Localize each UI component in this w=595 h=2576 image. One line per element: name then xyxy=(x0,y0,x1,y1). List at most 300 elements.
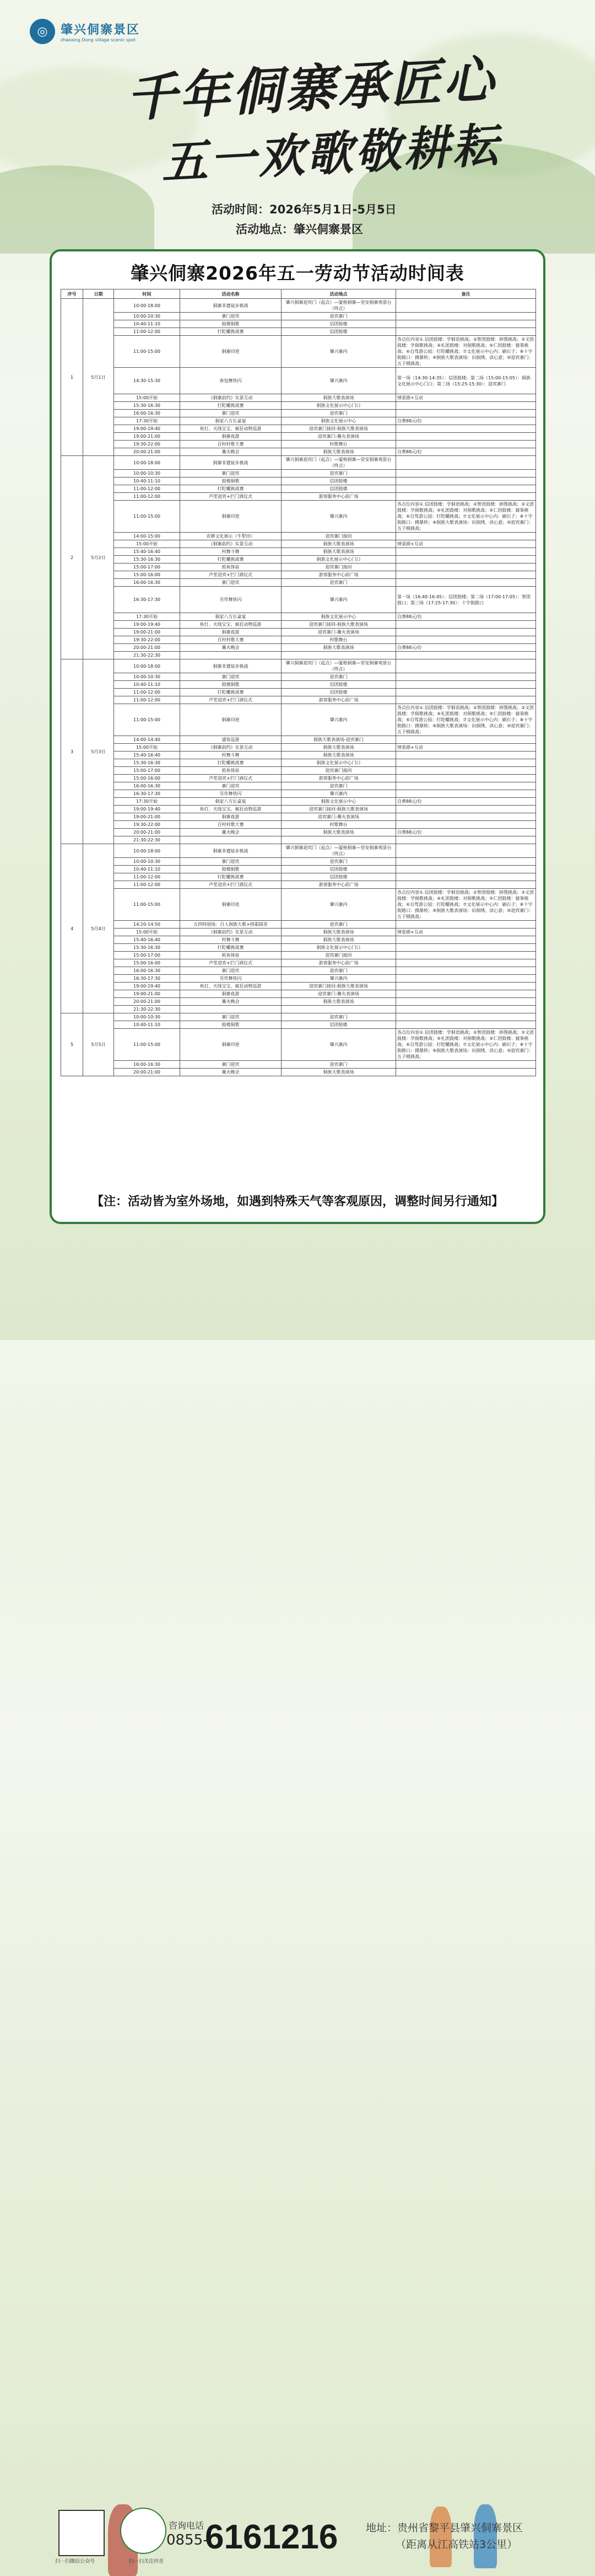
time-cell: 15:30-16:30 xyxy=(114,402,180,410)
time-cell: 16:00-16:30 xyxy=(114,579,180,587)
table-row xyxy=(61,1013,536,1021)
location-cell: 侗族大歌表演场 xyxy=(282,448,396,456)
table-row xyxy=(61,775,536,782)
table-row xyxy=(61,587,536,613)
activity-cell: 侗寨非遗徒步挑战 xyxy=(180,456,282,470)
activity-cell: 侗寨印迹 xyxy=(180,336,282,368)
location-cell: 村歌舞台 xyxy=(282,441,396,448)
note-cell: 自费88元/位 xyxy=(396,417,536,425)
location-cell: 侗族大歌表演场 xyxy=(282,744,396,752)
row-number: 1 xyxy=(61,299,83,456)
activity-cell: 篝火晚会 xyxy=(180,448,282,456)
time-cell: 11:00-15:00 xyxy=(114,1029,180,1061)
table-row xyxy=(61,952,536,959)
time-cell: 10:00-10:30 xyxy=(114,673,180,681)
note-cell: 各点位内容①.信团鼓楼：学侗语挑战；②智团鼓楼：拼图挑战；③义团鼓楼：学侗歌挑战；④礼团鼓楼：对侗歌挑战；⑤仁团鼓楼：猜拳挑战；⑥自驾游公园：打陀螺挑战；⑦文化展示中心内：刷石子；⑧十字街路口：摸鼎转；⑨侗族大歌表演场：识侗绣、读心意；⑩迎宾寨门：五子棋挑战； xyxy=(396,1029,536,1061)
address-line-2: （距离从江高铁站3公里） xyxy=(396,2539,518,2551)
time-cell: 11:00-15:00 xyxy=(114,501,180,533)
time-cell: 15:00开始 xyxy=(114,744,180,752)
activity-cell: 农耕文化展示（牛犁田） xyxy=(180,533,282,540)
table-row xyxy=(61,983,536,990)
time-cell: 20:00-21:00 xyxy=(114,644,180,652)
time-cell: 10:40-11:10 xyxy=(114,866,180,873)
note-cell: 自费88元/位 xyxy=(396,644,536,652)
column-header: 时间 xyxy=(114,289,180,299)
time-cell: 15:00-17:00 xyxy=(114,952,180,959)
location-cell: 肇兴寨内 xyxy=(282,889,396,921)
schedule-body xyxy=(61,299,536,1076)
logo-subtitle: zhaoxing Dong village scenic spot xyxy=(61,37,136,42)
time-cell: 15:00开始 xyxy=(114,929,180,936)
note-cell xyxy=(396,441,536,448)
location-cell: 侗族大歌表演场 xyxy=(282,644,396,652)
activity-cell: 侗寨夜游 xyxy=(180,433,282,441)
note-cell xyxy=(396,858,536,866)
activity-cell xyxy=(180,836,282,844)
table-row xyxy=(61,959,536,967)
location-cell: 游客服务中心前广场 xyxy=(282,881,396,889)
table-row xyxy=(61,571,536,579)
activity-cell: 盛装巡游 xyxy=(180,736,282,744)
time-cell: 16:00-16:30 xyxy=(114,410,180,417)
location-cell: 侗族大歌表演场 xyxy=(282,998,396,1006)
note-cell xyxy=(396,775,536,782)
location-cell: 肇兴侗寨迎宾门（起点）—厦格侗寨—堂安侗寨观景台（终点） xyxy=(282,299,396,313)
table-row xyxy=(61,659,536,673)
logo-title: 肇兴侗寨景区 xyxy=(61,23,140,37)
location-cell: 肇兴寨内 xyxy=(282,790,396,798)
wechat-qr-code xyxy=(58,2510,105,2556)
location-cell: 迎宾寨门 xyxy=(282,782,396,790)
location-cell: 肇兴寨内 xyxy=(282,1029,396,1061)
table-row xyxy=(61,921,536,929)
note-cell xyxy=(396,636,536,644)
activity-cell: 寨门迎宾 xyxy=(180,313,282,320)
note-cell xyxy=(396,836,536,844)
activity-cell: 篝火晚会 xyxy=(180,829,282,836)
time-cell: 10:00-10:30 xyxy=(114,858,180,866)
note-cell xyxy=(396,477,536,485)
activity-cell: 鱼灯、天线宝宝、疯狂动物巡游 xyxy=(180,425,282,433)
activity-cell: 村舞斗舞 xyxy=(180,752,282,759)
note-cell: 自费88元/位 xyxy=(396,829,536,836)
time-cell: 10:40-11:10 xyxy=(114,1021,180,1029)
table-row xyxy=(61,821,536,829)
note-cell: 各点位内容①.信团鼓楼：学侗语挑战；②智团鼓楼：拼图挑战；③义团鼓楼：学侗歌挑战；④礼团鼓楼：对侗歌挑战；⑤仁团鼓楼：猜拳挑战；⑥自驾游公园：打陀螺挑战；⑦文化展示中心内：刷石子；⑧十字街路口：摸鼎转；⑨侗族大歌表演场：识侗绣、读心意；⑩迎宾寨门：五子棋挑战； xyxy=(396,336,536,368)
activity-cell: 芦笙迎宾+拦门酒仪式 xyxy=(180,959,282,967)
location-cell: 迎宾寨门接回 xyxy=(282,767,396,775)
table-row xyxy=(61,1069,536,1076)
activity-cell: 侗家八方长桌宴 xyxy=(180,417,282,425)
table-row xyxy=(61,967,536,975)
location-cell: 信团鼓楼 xyxy=(282,1021,396,1029)
table-row xyxy=(61,485,536,493)
time-cell: 20:00-21:00 xyxy=(114,998,180,1006)
location-cell: 迎宾寨门 xyxy=(282,921,396,929)
note-cell xyxy=(396,873,536,881)
table-header-row xyxy=(61,289,536,299)
time-cell: 21:30-22:30 xyxy=(114,1006,180,1013)
location-cell: 迎宾寨门 xyxy=(282,470,396,477)
note-cell xyxy=(396,673,536,681)
activity-cell: 村舞斗舞 xyxy=(180,548,282,556)
time-cell: 11:00-15:00 xyxy=(114,336,180,368)
note-cell xyxy=(396,402,536,410)
activity-cell: 百村村歌大赛 xyxy=(180,821,282,829)
activity-cell: 芦笙迎宾+拦门酒仪式 xyxy=(180,696,282,704)
activity-cell: 五四特别场：百人侗族大歌+移耶踩堂 xyxy=(180,921,282,929)
activity-cell: 抓鱼体验 xyxy=(180,952,282,959)
activity-cell: 侗寨夜游 xyxy=(180,629,282,636)
time-cell: 15:00-17:00 xyxy=(114,564,180,571)
note-cell xyxy=(396,806,536,813)
table-row xyxy=(61,689,536,696)
event-time: 活动时间：2026年5月1日-5月5日 xyxy=(212,203,397,216)
schedule-notice: 【注：活动皆为室外场地，如遇到特殊天气等客观原因，调整时间另行通知】 xyxy=(91,1195,504,1209)
time-cell: 19:00-19:40 xyxy=(114,806,180,813)
location-cell: 侗族文化展示中心 xyxy=(282,798,396,806)
location-cell: 游客服务中心前广场 xyxy=(282,696,396,704)
location-cell: 侗族文化展示中心门口 xyxy=(282,556,396,564)
activity-cell: 百村村歌大赛 xyxy=(180,441,282,448)
activity-cell: 百村村歌大赛 xyxy=(180,636,282,644)
time-cell: 16:00-16:30 xyxy=(114,782,180,790)
activity-cell: 打陀螺挑战赛 xyxy=(180,328,282,336)
note-cell xyxy=(396,433,536,441)
time-cell: 10:00-10:30 xyxy=(114,313,180,320)
activity-cell: 寨门迎宾 xyxy=(180,1013,282,1021)
location-cell: 迎宾寨门接回-侗族大歌表演场 xyxy=(282,621,396,629)
time-cell: 10:00-18:00 xyxy=(114,659,180,673)
note-cell xyxy=(396,629,536,636)
activity-cell: 寨门迎宾 xyxy=(180,858,282,866)
location-cell: 信团鼓楼 xyxy=(282,328,396,336)
time-cell: 11:00-12:00 xyxy=(114,689,180,696)
activity-cell: 寨门迎宾 xyxy=(180,673,282,681)
time-cell: 15:30-16:30 xyxy=(114,556,180,564)
note-cell xyxy=(396,564,536,571)
table-row xyxy=(61,579,536,587)
activity-cell xyxy=(180,1006,282,1013)
note-cell: 自费88元/位 xyxy=(396,798,536,806)
time-cell: 10:00-18:00 xyxy=(114,844,180,858)
time-cell: 19:00-19:40 xyxy=(114,621,180,629)
time-cell: 16:30-17:30 xyxy=(114,790,180,798)
activity-cell: 芦笙迎宾+拦门酒仪式 xyxy=(180,881,282,889)
time-cell: 10:00-18:00 xyxy=(114,299,180,313)
table-row xyxy=(61,477,536,485)
table-row xyxy=(61,548,536,556)
activity-cell: 另作舞快闪 xyxy=(180,790,282,798)
note-cell xyxy=(396,813,536,821)
location-cell: 侗族大歌表演场-迎宾寨门 xyxy=(282,736,396,744)
table-row xyxy=(61,299,536,313)
table-row xyxy=(61,1029,536,1061)
activity-cell: 另作舞快闪 xyxy=(180,975,282,983)
time-cell: 15:00-16:00 xyxy=(114,959,180,967)
phone-number[interactable]: 6161216 xyxy=(205,2518,338,2556)
table-row xyxy=(61,836,536,844)
note-cell xyxy=(396,944,536,952)
table-row xyxy=(61,975,536,983)
time-cell: 19:30-22:00 xyxy=(114,636,180,644)
note-cell xyxy=(396,485,536,493)
note-cell xyxy=(396,736,536,744)
column-header: 备注 xyxy=(396,289,536,299)
note-cell: 情景剧+互动 xyxy=(396,929,536,936)
time-cell: 15:30-16:30 xyxy=(114,759,180,767)
activity-cell: 侗家八方长桌宴 xyxy=(180,798,282,806)
row-date: 5月1日 xyxy=(83,299,114,456)
activity-cell: 打陀螺挑战赛 xyxy=(180,402,282,410)
note-cell: 自费88元/位 xyxy=(396,613,536,621)
table-row xyxy=(61,873,536,881)
location-cell: 迎宾寨门接回 xyxy=(282,533,396,540)
table-row xyxy=(61,652,536,659)
location-cell: 迎宾寨门接回 xyxy=(282,952,396,959)
location-cell: 侗族大歌表演场 xyxy=(282,540,396,548)
schedule-card xyxy=(50,249,545,1224)
activity-cell: 《侗寨前约》实景互动 xyxy=(180,929,282,936)
location-cell: 游客服务中心前广场 xyxy=(282,493,396,501)
table-row xyxy=(61,881,536,889)
table-row xyxy=(61,556,536,564)
location-cell: 侗族大歌表演场 xyxy=(282,929,396,936)
note-cell xyxy=(396,752,536,759)
activity-cell xyxy=(180,652,282,659)
time-cell: 11:00-12:00 xyxy=(114,696,180,704)
location-cell: 信团鼓楼 xyxy=(282,320,396,328)
activity-cell: 鱼灯、天线宝宝、疯狂动物巡游 xyxy=(180,983,282,990)
location-cell: 村歌舞台 xyxy=(282,821,396,829)
table-row xyxy=(61,313,536,320)
time-cell: 11:00-12:00 xyxy=(114,493,180,501)
note-cell xyxy=(396,470,536,477)
location-cell: 信团鼓楼 xyxy=(282,873,396,881)
activity-cell: 寨门迎宾 xyxy=(180,470,282,477)
event-place: 活动地点：肇兴侗寨景区 xyxy=(236,223,363,236)
note-cell xyxy=(396,767,536,775)
time-cell: 20:00-21:00 xyxy=(114,1069,180,1076)
note-cell xyxy=(396,659,536,673)
time-cell: 15:00-16:00 xyxy=(114,571,180,579)
location-cell xyxy=(282,1006,396,1013)
table-row xyxy=(61,1061,536,1069)
table-row xyxy=(61,798,536,806)
table-row xyxy=(61,696,536,704)
time-cell: 11:00-12:00 xyxy=(114,485,180,493)
activity-cell: 芦笙迎宾+拦门酒仪式 xyxy=(180,493,282,501)
activity-cell: 篝火晚会 xyxy=(180,998,282,1006)
row-number: 3 xyxy=(61,659,83,844)
activity-cell: 侗寨印迹 xyxy=(180,1029,282,1061)
location-cell: 迎宾寨门 xyxy=(282,967,396,975)
note-cell xyxy=(396,866,536,873)
activity-cell: 另作舞快闪 xyxy=(180,587,282,613)
table-row xyxy=(61,629,536,636)
note-cell xyxy=(396,533,536,540)
time-cell: 15:00开始 xyxy=(114,394,180,402)
note-cell xyxy=(396,952,536,959)
note-cell xyxy=(396,821,536,829)
location-cell: 迎宾寨门 xyxy=(282,858,396,866)
location-cell: 侗族大歌表演场 xyxy=(282,1069,396,1076)
location-cell: 迎宾寨门 xyxy=(282,579,396,587)
location-cell: 游客服务中心前广场 xyxy=(282,959,396,967)
table-row xyxy=(61,767,536,775)
time-cell: 19:00-21:00 xyxy=(114,433,180,441)
time-cell: 19:30-22:00 xyxy=(114,821,180,829)
table-row xyxy=(61,736,536,744)
table-row xyxy=(61,829,536,836)
location-cell: 村歌舞台 xyxy=(282,636,396,644)
note-cell: 各点位内容①.信团鼓楼：学侗语挑战；②智团鼓楼：拼图挑战；③义团鼓楼：学侗歌挑战；④礼团鼓楼：对侗歌挑战；⑤仁团鼓楼：猜拳挑战；⑥自驾游公园：打陀螺挑战；⑦文化展示中心内：刷石子；⑧十字街路口：摸鼎转；⑨侗族大歌表演场：识侗绣、读心意；⑩迎宾寨门：五子棋挑战； xyxy=(396,704,536,736)
time-cell: 15:00-17:00 xyxy=(114,767,180,775)
column-header: 日期 xyxy=(83,289,114,299)
time-cell: 10:40-11:10 xyxy=(114,681,180,689)
table-row xyxy=(61,844,536,858)
activity-cell: 侗家八方长桌宴 xyxy=(180,613,282,621)
note-cell xyxy=(396,759,536,767)
location-cell: 游客服务中心前广场 xyxy=(282,775,396,782)
table-row xyxy=(61,336,536,368)
location-cell: 信团鼓楼 xyxy=(282,866,396,873)
logo-icon: ◎ xyxy=(30,19,55,44)
time-cell: 19:00-21:00 xyxy=(114,629,180,636)
location-cell: 迎宾寨门 xyxy=(282,673,396,681)
address-line-1: 地址：贵州省黎平县肇兴侗寨景区 xyxy=(366,2522,523,2534)
note-cell xyxy=(396,681,536,689)
time-cell: 19:00-21:00 xyxy=(114,813,180,821)
location-cell: 侗族大歌表演场 xyxy=(282,394,396,402)
note-cell xyxy=(396,493,536,501)
time-cell: 21:30-22:30 xyxy=(114,652,180,659)
activity-cell: 寨门迎宾 xyxy=(180,1061,282,1069)
footer xyxy=(0,1241,595,2564)
note-cell xyxy=(396,621,536,629)
location-cell: 肇兴侗寨迎宾门（起点）—厦格侗寨—堂安侗寨观景台（终点） xyxy=(282,844,396,858)
location-cell xyxy=(282,836,396,844)
logo xyxy=(30,19,140,44)
table-row xyxy=(61,998,536,1006)
activity-cell: 侗寨印迹 xyxy=(180,501,282,533)
note-cell xyxy=(396,975,536,983)
activity-cell: 侗寨印迹 xyxy=(180,889,282,921)
time-cell: 11:00-12:00 xyxy=(114,881,180,889)
activity-cell: 侗寨夜游 xyxy=(180,990,282,998)
table-row xyxy=(61,456,536,470)
activity-cell: 寨门迎宾 xyxy=(180,579,282,587)
activity-cell: 抓鱼体验 xyxy=(180,767,282,775)
table-row xyxy=(61,1006,536,1013)
note-cell xyxy=(396,328,536,336)
time-cell: 10:00-10:30 xyxy=(114,470,180,477)
table-row xyxy=(61,441,536,448)
activity-cell: 打陀螺挑战赛 xyxy=(180,944,282,952)
time-cell: 16:30-17:30 xyxy=(114,587,180,613)
note-cell xyxy=(396,313,536,320)
note-cell xyxy=(396,425,536,433)
note-cell: 第一场（14:30-14:35）：信团鼓楼；第二场（15:00-15:05）：侗族文化展示中心门口；第三场（15:25-15:30）：迎宾寨门 xyxy=(396,368,536,394)
activity-cell: 打陀螺挑战赛 xyxy=(180,759,282,767)
activity-cell: 春包舞快闪 xyxy=(180,368,282,394)
activity-cell: 侗寨印迹 xyxy=(180,704,282,736)
note-cell xyxy=(396,571,536,579)
location-cell: 侗族文化展示中心门口 xyxy=(282,944,396,952)
table-row xyxy=(61,417,536,425)
note-cell: 各点位内容①.信团鼓楼：学侗语挑战；②智团鼓楼：拼图挑战；③义团鼓楼：学侗歌挑战；④礼团鼓楼：对侗歌挑战；⑤仁团鼓楼：猜拳挑战；⑥自驾游公园：打陀螺挑战；⑦文化展示中心内：刷石子；⑧十字街路口：摸鼎转；⑨侗族大歌表演场：识侗绣、读心意；⑩迎宾寨门：五子棋挑战； xyxy=(396,889,536,921)
row-number: 2 xyxy=(61,456,83,659)
header xyxy=(0,0,595,248)
note-cell xyxy=(396,456,536,470)
table-row xyxy=(61,564,536,571)
location-cell: 肇兴侗寨迎宾门（起点）—厦格侗寨—堂安侗寨观景台（终点） xyxy=(282,659,396,673)
column-header: 活动地点 xyxy=(282,289,396,299)
activity-cell: 《侗寨前约》实景互动 xyxy=(180,394,282,402)
activity-cell: 寨门迎宾 xyxy=(180,967,282,975)
note-cell xyxy=(396,967,536,975)
time-cell: 19:00-21:00 xyxy=(114,990,180,998)
note-cell xyxy=(396,410,536,417)
location-cell: 侗族文化展示中心门口 xyxy=(282,759,396,767)
note-cell xyxy=(396,579,536,587)
activity-cell: 打陀螺挑战赛 xyxy=(180,689,282,696)
activity-cell: 鱼灯、天线宝宝、疯狂动物巡游 xyxy=(180,621,282,629)
location-cell: 迎宾寨门接回-侗族大歌表演场 xyxy=(282,983,396,990)
location-cell: 信团鼓楼 xyxy=(282,477,396,485)
location-cell: 侗族文化展示中心门口 xyxy=(282,402,396,410)
note-cell xyxy=(396,998,536,1006)
time-cell: 15:30-16:30 xyxy=(114,944,180,952)
table-row xyxy=(61,448,536,456)
table-row xyxy=(61,533,536,540)
location-cell: 侗族大歌表演场 xyxy=(282,752,396,759)
note-cell xyxy=(396,881,536,889)
location-cell: 肇兴寨内 xyxy=(282,368,396,394)
activity-cell: 打陀螺挑战赛 xyxy=(180,556,282,564)
table-row xyxy=(61,1021,536,1029)
headline-line-1: 千年侗寨承匠心 xyxy=(125,49,497,128)
activity-cell: 《侗寨前约》实景互动 xyxy=(180,744,282,752)
activity-cell: 篝火晚会 xyxy=(180,1069,282,1076)
time-cell: 10:00-10:30 xyxy=(114,1013,180,1021)
time-cell: 21:30-22:30 xyxy=(114,836,180,844)
time-cell: 15:00-16:00 xyxy=(114,775,180,782)
location-cell: 侗族文化展示中心 xyxy=(282,613,396,621)
table-row xyxy=(61,681,536,689)
note-cell xyxy=(396,1061,536,1069)
table-row xyxy=(61,866,536,873)
time-cell: 15:00开始 xyxy=(114,540,180,548)
time-cell: 16:30-17:30 xyxy=(114,975,180,983)
time-cell: 20:00-21:00 xyxy=(114,448,180,456)
activity-cell: 寨门迎宾 xyxy=(180,410,282,417)
table-row xyxy=(61,944,536,952)
time-cell: 15:40-16:40 xyxy=(114,548,180,556)
time-cell: 17:30开始 xyxy=(114,613,180,621)
schedule-title: 肇兴侗寨2026年五一劳动节活动时间表 xyxy=(131,262,464,284)
location-cell: 信团鼓楼 xyxy=(282,485,396,493)
time-cell: 19:00-19:40 xyxy=(114,425,180,433)
table-row xyxy=(61,501,536,533)
activity-cell: 鼓楼侗歌 xyxy=(180,681,282,689)
table-row xyxy=(61,990,536,998)
note-cell: 情景剧+互动 xyxy=(396,394,536,402)
location-cell: 肇兴寨内 xyxy=(282,975,396,983)
location-cell: 肇兴寨内 xyxy=(282,501,396,533)
note-cell xyxy=(396,556,536,564)
location-cell: 迎宾寨门 xyxy=(282,1061,396,1069)
